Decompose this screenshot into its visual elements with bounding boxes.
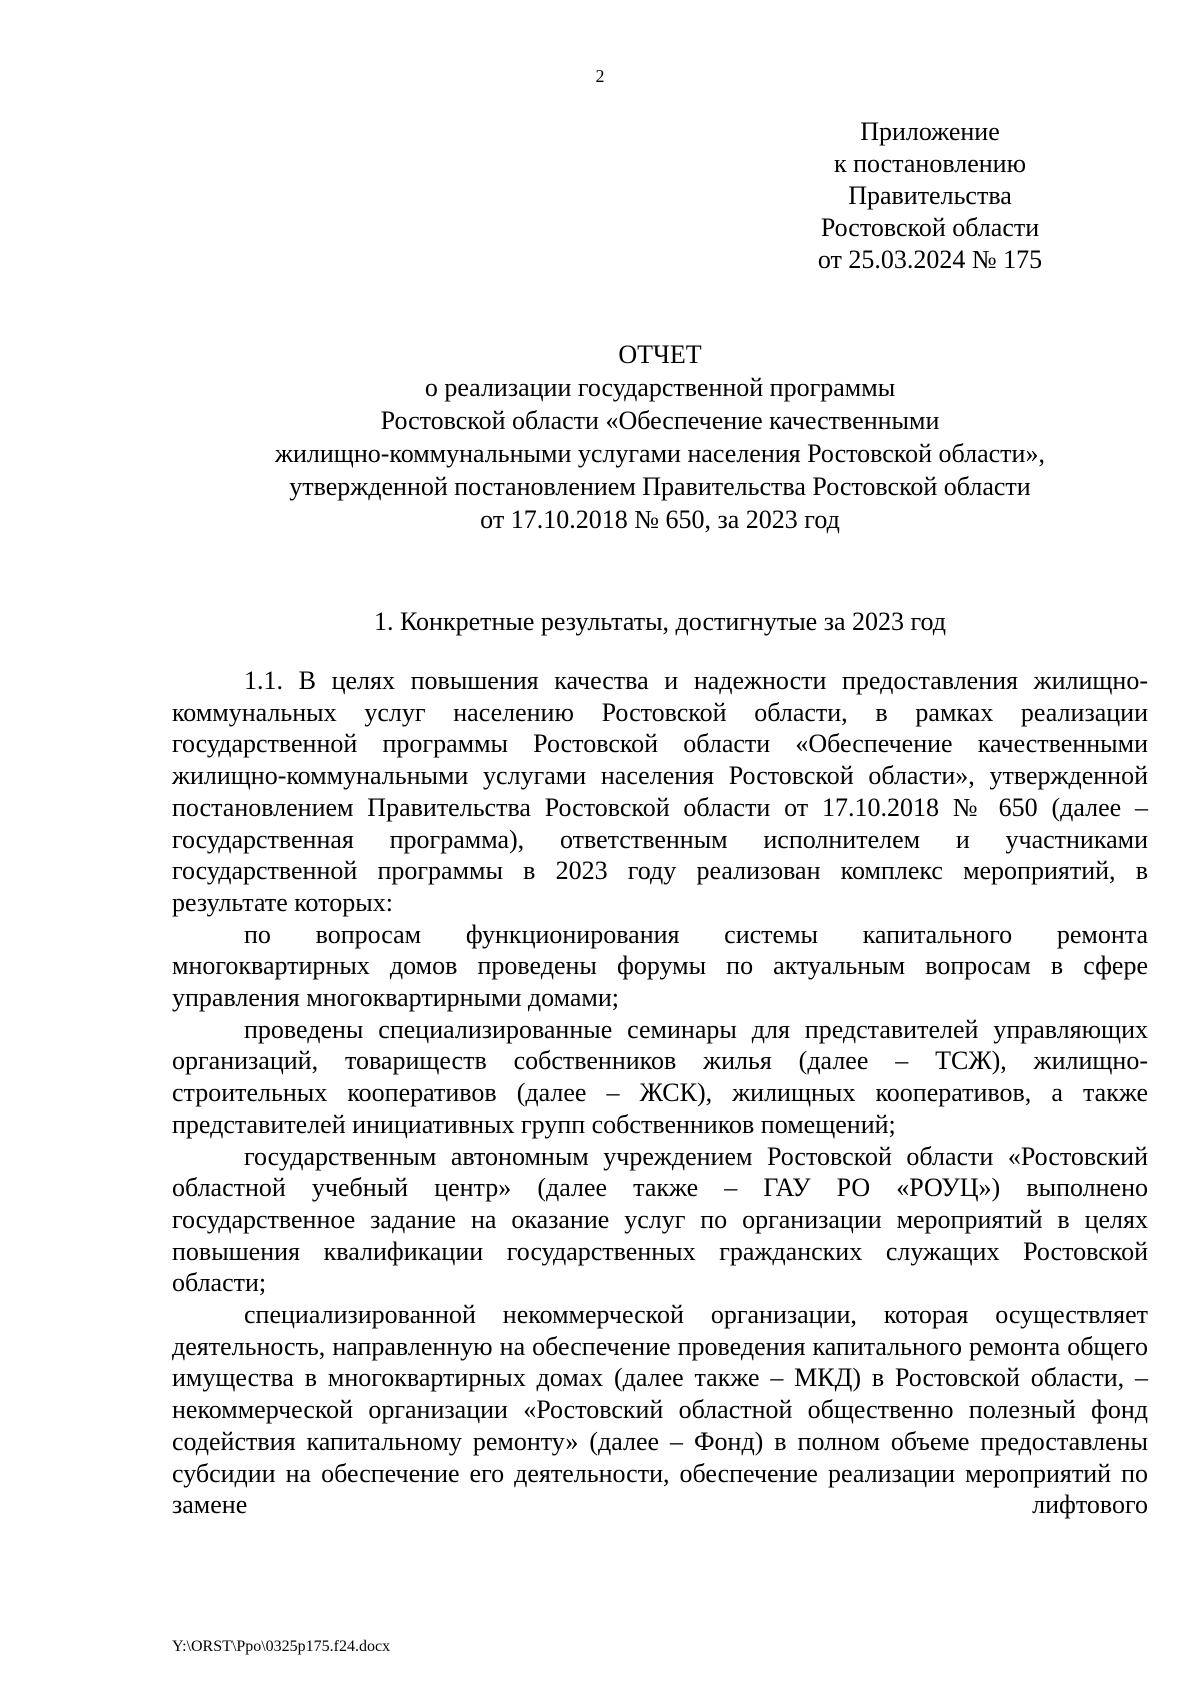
paragraph: проведены специализированные семинары для представителей управляющих организаций, товариществ собственников жилья (далее – ТСЖ), жилищно-строительных кооперативов (далее – ЖСК), жилищных кооперативов, а также представителей инициативных групп собственников помещений; (172, 1014, 1148, 1139)
report-title-line: от 17.10.2018 № 650, за 2023 год (480, 505, 840, 534)
footer-file-path: Y:\ORST\Ppo\0325p175.f24.docx (172, 1638, 391, 1655)
report-title-line: о реализации государственной программы (424, 373, 896, 402)
appendix-line: к постановлению (833, 149, 1027, 178)
appendix-block (780, 116, 1080, 276)
report-title-line: жилищно-коммунальными услугами населения Ростовской области», (275, 439, 1045, 468)
body-text (172, 665, 1148, 1521)
appendix-line: Правительства (848, 181, 1012, 210)
report-title-line: утвержденной постановлением Правительства Ростовской области (289, 472, 1031, 501)
report-title-line: Ростовской области «Обеспечение качественными (380, 406, 940, 435)
report-title (130, 338, 1190, 536)
report-heading: ОТЧЕТ (618, 340, 702, 369)
paragraph: государственным автономным учреждением Ростовской области «Ростовский областной учебный центр» (далее также – ГАУ РО «РОУЦ») выполнено государственное задание на оказание услуг по организации мероприятий в целях повышения квалификации государственных гражданских служащих Ростовской области; (172, 1141, 1148, 1298)
paragraph: 1.1. В целях повышения качества и надежности предоставления жилищно-коммунальных услуг населению Ростовской области, в рамках реализации государственной программы Ростовской области «Обеспечение качественными жилищно-коммунальными услугами населения Ростовской области», утвержденной постановлением Правительства Ростовской области от 17.10.2018 № 650 (далее – государственная программа), ответственным исполнителем и участниками государственной программы в 2023 году реализован комплекс мероприятий, в результате которых: (172, 666, 1148, 917)
page-number: 2 (595, 66, 605, 86)
section-heading: 1. Конкретные результаты, достигнутые за 2023 год (373, 607, 947, 636)
appendix-line: Приложение (860, 117, 1000, 146)
appendix-line: от 25.03.2024 № 175 (817, 245, 1043, 274)
paragraph: специализированной некоммерческой организации, которая осуществляет деятельность, направленную на обеспечение проведения капитального ремонта общего имущества в многоквартирных домах (далее также – МКД) в Ростовской области, – некоммерческой организации «Ростовский областной общественно полезный фонд содействия капитальному ремонту» (далее – Фонд) в полном объеме предоставлены субсидии на обеспечение его деятельности, обеспечение реализации мероприятий по замене лифтового (172, 1300, 1148, 1520)
paragraph: по вопросам функционирования системы капитального ремонта многоквартирных домов проведены форумы по актуальным вопросам в сфере управления многоквартирными домами; (172, 919, 1148, 1013)
appendix-line: Ростовской области (820, 213, 1040, 242)
